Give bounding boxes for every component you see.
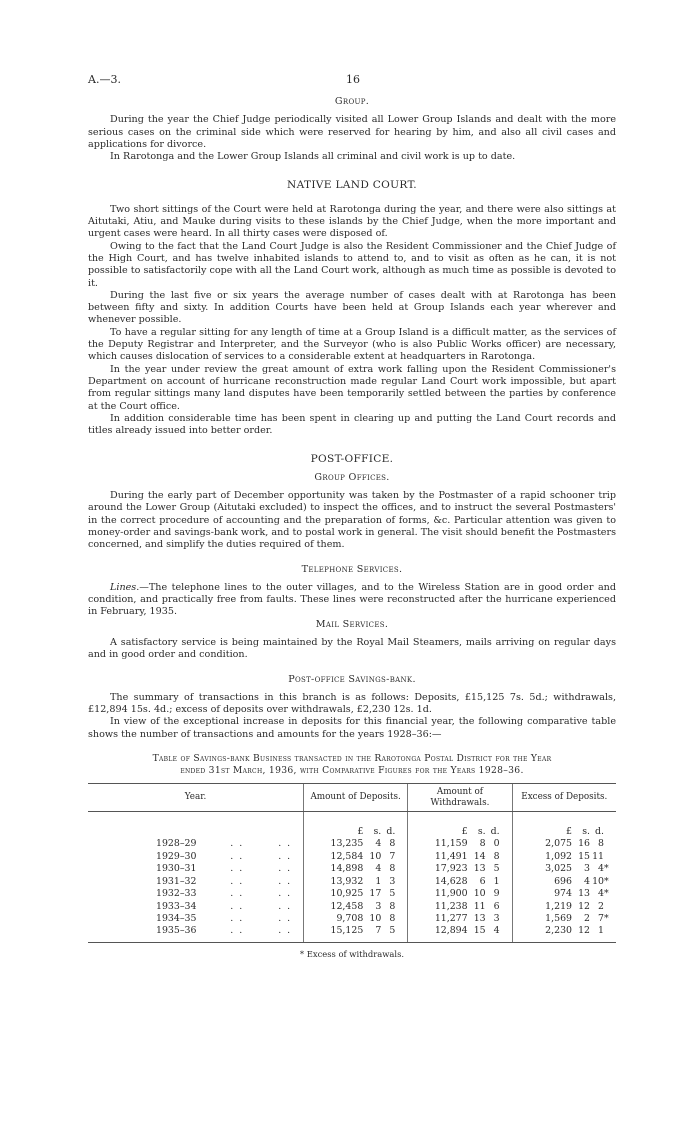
telephone-services-heading: Telephone Services. xyxy=(301,563,403,575)
leader-dots xyxy=(227,901,303,913)
paragraph: In the year under review the great amount of extra work falling upon the Resident Commissioner's Department on account of hurricane reconstruction made regular Land Court work impossible, but apart from regular sittings many land disputes have been temporarily settled between the parties by conference at the Court office. xyxy=(88,363,616,412)
amount-shillings: 13 xyxy=(473,912,486,924)
amount-shillings: 8 xyxy=(479,838,486,850)
withdrawal-excess-flag: * xyxy=(604,863,609,875)
withdrawal-excess-flag: * xyxy=(604,912,609,924)
amount-pence: 1 xyxy=(598,925,604,937)
amount-pence: 5 xyxy=(493,863,500,875)
leader: .. xyxy=(230,850,249,862)
table-row xyxy=(88,863,616,875)
amount-shillings: 10 xyxy=(369,850,382,862)
amount-pounds: 14,628 xyxy=(434,875,468,887)
leader: .. xyxy=(278,875,297,887)
leader: .. xyxy=(278,925,297,937)
withdrawal-excess-flag: * xyxy=(604,888,609,900)
amount-pence: 9 xyxy=(493,888,500,900)
table-row xyxy=(88,851,616,863)
col-withdrawals-header: Amount of Withdrawals. xyxy=(408,784,512,812)
amount-pounds: 12,894 xyxy=(434,925,468,937)
amount-pounds: 12,458 xyxy=(330,900,364,912)
amount-pence: 5 xyxy=(389,925,396,937)
year-cell: 1929–30 xyxy=(156,850,197,862)
amount-pence: 7 xyxy=(598,912,604,924)
leader-dots xyxy=(227,851,303,863)
leader: .. xyxy=(230,875,249,887)
amount-shillings: 2 xyxy=(584,912,590,924)
table-caption-line: ended 31st March, 1936, with Comparative Figures for the Years 1928–36. xyxy=(180,765,524,777)
savings-bank-heading: Post-office Savings-bank. xyxy=(288,673,416,685)
leader: .. xyxy=(230,863,249,875)
withdrawal-excess-flag: * xyxy=(604,875,609,887)
amount-pounds: 11,238 xyxy=(434,900,468,912)
leader: .. xyxy=(230,838,249,850)
amount-shillings: 7 xyxy=(375,925,382,937)
unit-pounds: £ xyxy=(566,826,572,838)
paragraph xyxy=(88,582,616,619)
amount-pounds: 9,708 xyxy=(336,912,364,924)
leader: .. xyxy=(230,925,249,937)
amount-pounds: 11,159 xyxy=(434,838,468,850)
amount-pence: 8 xyxy=(389,900,396,912)
table-row xyxy=(88,888,616,900)
col-deposits-header: Amount of Deposits. xyxy=(303,784,407,812)
table-row xyxy=(88,925,616,942)
post-office-section xyxy=(88,453,616,741)
unit-pounds: £ xyxy=(461,826,468,838)
paragraph: During the early part of December opportunity was taken by the Postmaster of a rapid schooner trip around the Lower Group (Aitutaki excluded) to inspect the offices, and to instruct the several Postmasters' in the correct procedure of accounting and the preparation of forms, &c. Particular attention was given to money-order and savings-bank work, and to postal work in general. The visit should benefit the Postmasters concerned, and simplify the duties required of them. xyxy=(88,490,616,551)
leader: .. xyxy=(278,850,297,862)
amount-pence: 8 xyxy=(598,838,604,850)
amount-shillings: 4 xyxy=(375,838,382,850)
amount-shillings: 3 xyxy=(584,863,590,875)
amount-shillings: 3 xyxy=(375,900,382,912)
amount-shillings: 15 xyxy=(578,850,590,862)
lines-lead: Lines. xyxy=(110,581,140,593)
amount-shillings: 14 xyxy=(473,850,486,862)
amount-pounds: 10,925 xyxy=(330,888,364,900)
report-reference: A.—3. xyxy=(88,73,121,86)
table-row xyxy=(88,913,616,925)
year-cell: 1928–29 xyxy=(156,838,197,850)
group-offices-heading: Group Offices. xyxy=(314,471,390,483)
amount-shillings: 13 xyxy=(578,888,590,900)
amount-pence: 8 xyxy=(389,863,396,875)
table-caption-line: Table of Savings-bank Business transacted in the Rarotonga Postal District for the Year xyxy=(152,753,552,765)
table-caption xyxy=(88,753,616,777)
amount-pence: 7 xyxy=(389,850,396,862)
amount-pence: 6 xyxy=(493,900,500,912)
paragraph: In addition considerable time has been spent in clearing up and putting the Land Court records and titles already issued into better order. xyxy=(88,412,616,437)
leader-dots xyxy=(227,888,303,900)
leader: .. xyxy=(278,888,297,900)
native-land-court-section xyxy=(88,179,616,437)
paragraph: During the last five or six years the average number of cases dealt with at Rarotonga has been between fifty and sixty. In addition Courts have been held at Group Islands each year wherever and whenever possible. xyxy=(88,289,616,326)
page-number: 16 xyxy=(346,73,360,86)
leader-dots xyxy=(227,925,303,942)
page-header xyxy=(88,74,616,96)
amount-pence: 8 xyxy=(493,850,500,862)
document-page xyxy=(88,74,616,960)
year-cell: 1935–36 xyxy=(88,925,227,942)
amount-shillings: 16 xyxy=(578,838,590,850)
amount-pence: 11 xyxy=(592,850,604,862)
leader: .. xyxy=(230,912,249,924)
unit-pence: d. xyxy=(386,826,396,838)
unit-shillings: s. xyxy=(373,826,382,838)
amount-pence: 2 xyxy=(598,900,604,912)
amount-shillings: 17 xyxy=(369,888,382,900)
amount-pounds: 11,277 xyxy=(434,912,468,924)
mail-services-heading: Mail Services. xyxy=(315,618,389,630)
amount-pence: 4 xyxy=(493,925,500,937)
amount-shillings: 4 xyxy=(584,875,590,887)
paragraph: During the year the Chief Judge periodically visited all Lower Group Islands and dealt with the more serious cases on the criminal side which were reserved for hearing by him, and also all civil cases and applications for divorce. xyxy=(88,114,616,150)
unit-pence: d. xyxy=(490,826,500,838)
unit-shillings: s. xyxy=(477,826,486,838)
paragraph: A satisfactory service is being maintained by the Royal Mail Steamers, mails arriving on regular days and in good order and condition. xyxy=(88,636,616,661)
amount-pence: 3 xyxy=(389,875,396,887)
year-cell: 1932–33 xyxy=(156,888,197,900)
amount-pounds: 974 xyxy=(554,888,572,900)
year-cell: 1930–31 xyxy=(156,863,197,875)
savings-bank-table xyxy=(88,783,616,943)
amount-pence: 10 xyxy=(592,875,604,887)
amount-pence: 1 xyxy=(493,875,500,887)
amount-shillings: 4 xyxy=(375,863,382,875)
paragraph: Owing to the fact that the Land Court Judge is also the Resident Commissioner and the Chief Judge of the High Court, and has twelve inhabited islands to attend to, and to visit as often as he can, it is not possible to satisfactorily cope with all the Land Court work, although as much time as possible is devoted to it. xyxy=(88,240,616,289)
leader-dots xyxy=(227,863,303,875)
amount-pence: 3 xyxy=(493,912,500,924)
group-heading: Group. xyxy=(334,96,370,107)
amount-shillings: 10 xyxy=(473,888,486,900)
leader-dots xyxy=(227,876,303,888)
unit-pence: d. xyxy=(595,826,604,838)
units-row xyxy=(88,826,616,838)
amount-pounds: 3,025 xyxy=(545,863,572,875)
year-cell: 1931–32 xyxy=(156,875,197,887)
col-year-header: Year. xyxy=(88,784,303,812)
leader: .. xyxy=(230,888,249,900)
amount-pounds: 1,219 xyxy=(545,900,572,912)
amount-pounds: 1,569 xyxy=(545,912,572,924)
amount-pounds: 1,092 xyxy=(545,850,572,862)
table-row xyxy=(88,838,616,850)
paragraph: In view of the exceptional increase in deposits for this financial year, the following comparative table shows the number of transactions and amounts for the years 1928–36:— xyxy=(88,716,616,740)
native-land-court-heading: NATIVE LAND COURT. xyxy=(287,179,417,192)
table-row xyxy=(88,876,616,888)
unit-shillings: s. xyxy=(582,826,590,838)
leader: .. xyxy=(278,900,297,912)
year-cell: 1933–34 xyxy=(156,900,197,912)
leader: .. xyxy=(278,863,297,875)
leader: .. xyxy=(278,838,297,850)
amount-pounds: 13,235 xyxy=(330,838,364,850)
post-office-heading: POST-OFFICE. xyxy=(310,453,394,466)
amount-pounds: 13,932 xyxy=(330,875,364,887)
year-cell: 1934–35 xyxy=(156,912,197,924)
leader-dots xyxy=(227,838,303,850)
amount-shillings: 1 xyxy=(375,875,382,887)
amount-pence: 0 xyxy=(493,838,500,850)
paragraph: To have a regular sitting for any length of time at a Group Island is a difficult matter, as the services of the Deputy Registrar and Interpreter, and the Surveyor (who is also Public Works officer) are necessary, which causes dislocation of services to a considerable extent at headquarters in Rarotonga. xyxy=(88,326,616,363)
amount-pounds: 15,125 xyxy=(330,925,364,937)
amount-pence: 8 xyxy=(389,912,396,924)
amount-pounds: 696 xyxy=(554,875,572,887)
amount-pence: 8 xyxy=(389,838,396,850)
paragraph: The summary of transactions in this branch is as follows: Deposits, £15,125 7s. 5d.; withdrawals, £12,894 15s. 4d.; excess of deposits over withdrawals, £2,230 12s. 1d. xyxy=(88,691,616,716)
leader: .. xyxy=(278,912,297,924)
amount-shillings: 6 xyxy=(479,875,486,887)
amount-pence: 4 xyxy=(598,863,604,875)
amount-pounds: 11,900 xyxy=(434,888,468,900)
leader: .. xyxy=(230,900,249,912)
group-section xyxy=(88,96,616,163)
amount-pounds: 17,923 xyxy=(434,863,468,875)
amount-shillings: 12 xyxy=(578,900,590,912)
col-excess-header: Excess of Deposits. xyxy=(512,784,616,812)
amount-shillings: 15 xyxy=(473,925,486,937)
table-row xyxy=(88,901,616,913)
leader-dots xyxy=(227,913,303,925)
amount-shillings: 13 xyxy=(473,863,486,875)
unit-pounds: £ xyxy=(357,826,364,838)
amount-pence: 4 xyxy=(598,888,604,900)
amount-pence: 5 xyxy=(389,888,396,900)
amount-pounds: 2,230 xyxy=(545,925,572,937)
amount-shillings: 12 xyxy=(578,925,590,937)
telephone-text: —The telephone lines to the outer villages, and to the Wireless Station are in good order and condition, and practically free from faults. These lines were reconstructed after the hurricane experienced in February, 1935. xyxy=(88,581,616,618)
amount-pounds: 14,898 xyxy=(330,863,364,875)
amount-pounds: 12,584 xyxy=(330,850,364,862)
table-footnote: * Excess of withdrawals. xyxy=(299,948,405,959)
amount-shillings: 11 xyxy=(473,900,486,912)
amount-pounds: 2,075 xyxy=(545,838,572,850)
amount-pounds: 11,491 xyxy=(434,850,468,862)
amount-shillings: 10 xyxy=(369,912,382,924)
paragraph: In Rarotonga and the Lower Group Islands all criminal and civil work is up to date. xyxy=(110,151,516,163)
paragraph: Two short sittings of the Court were held at Rarotonga during the year, and there were also sittings at Aitutaki, Atiu, and Mauke during visits to these islands by the Chief Judge, when the more important and urgent cases were heard. In all thirty cases were disposed of. xyxy=(88,203,616,240)
